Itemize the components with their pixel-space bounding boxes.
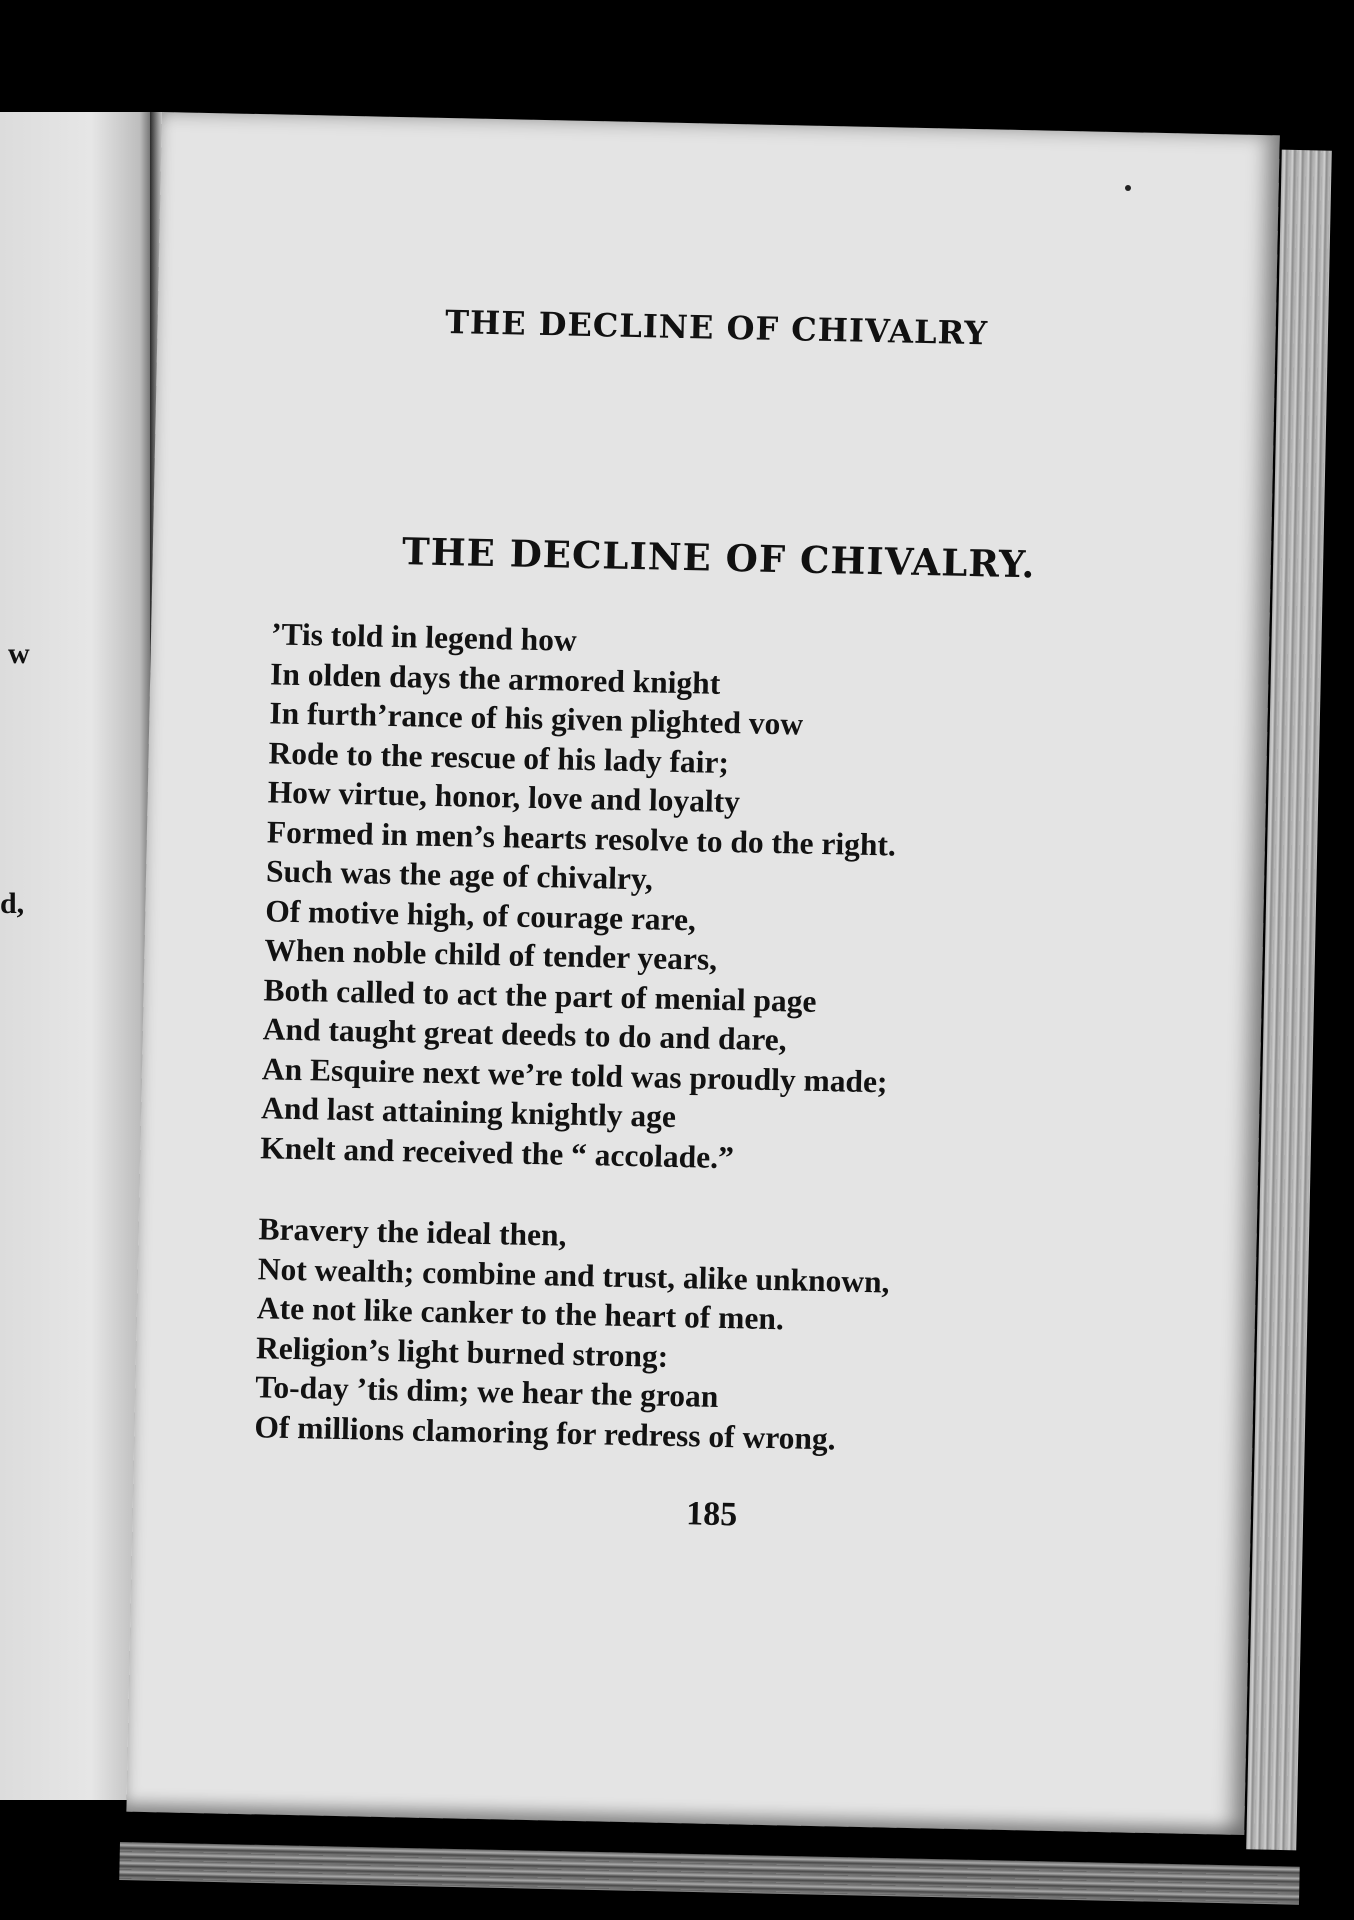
poem-line: When noble child of tender years, [264,932,718,977]
poem-line: Both called to act the part of menial page [263,971,817,1019]
poem-stanza-1 [260,614,900,1180]
poem-line: Rode to the rescue of his lady fair; [268,734,730,780]
poem-line: Bravery the ideal then, [258,1211,567,1253]
poem-line: Such was the age of chivalry, [265,853,654,897]
poem-line: ’Tis told in legend how [270,616,578,658]
poem-line: And taught great deeds to do and dare, [262,1011,787,1058]
poem-line: Of motive high, of courage rare, [264,892,697,937]
poem-line: And last attaining knightly age [260,1090,677,1134]
poem-line: Religion’s light burned strong: [255,1329,669,1374]
poem-stanza-2 [254,1209,891,1459]
poem-line: In furth’rance of his given plighted vow [269,695,804,742]
running-head: THE DECLINE OF CHIVALRY [444,302,989,353]
facing-page [0,112,152,1800]
book-page [126,112,1279,1835]
page-number: 185 [685,1495,738,1534]
poem-line: An Esquire next we’re told was proudly made; [261,1050,888,1099]
poem-line: Of millions clamoring for redress of wrong. [254,1408,837,1456]
poem-line: Ate not like canker to the heart of men. [256,1290,785,1337]
page-edges-bottom [119,1842,1300,1905]
facing-page-fragment: d, [0,887,25,920]
poem-line: How virtue, honor, love and loyalty [267,774,741,820]
ink-speck [1125,185,1131,191]
poem-line: Formed in men’s hearts resolve to do the right. [266,813,897,863]
poem-line: In olden days the armored knight [269,655,721,701]
facing-page-fragment: w [8,637,30,670]
poem-line: To-day ’tis dim; we hear the groan [254,1369,719,1414]
poem-title: THE DECLINE OF CHIVALRY. [401,529,1036,587]
poem-line: Knelt and received the “ accolade.” [259,1129,735,1175]
poem-line: Not wealth; combine and trust, alike unknown, [257,1250,890,1299]
